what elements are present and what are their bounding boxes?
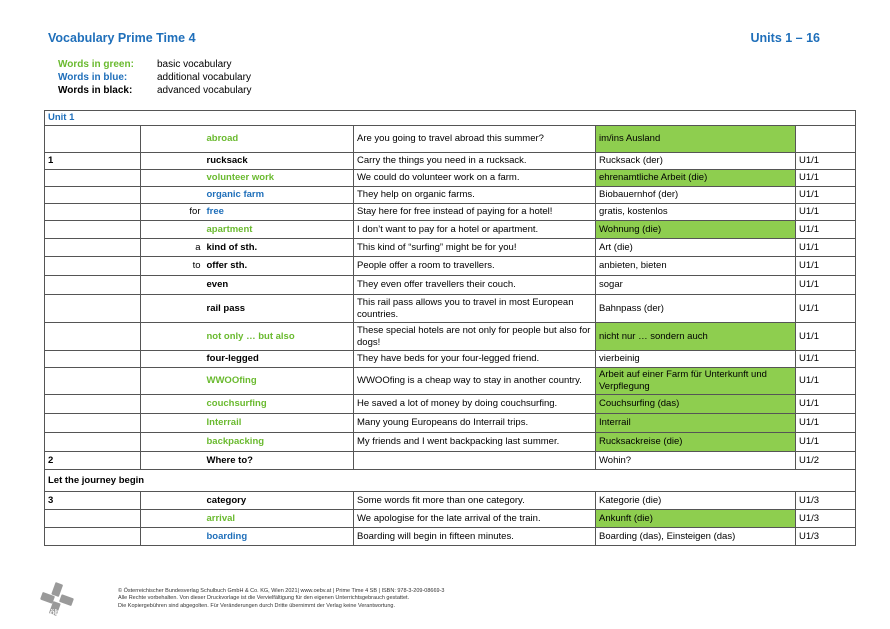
- vocab-row: [45, 395, 856, 414]
- entry-number: [45, 433, 141, 452]
- vocab-word: four-legged: [204, 351, 354, 368]
- unit-reference: U1/1: [796, 368, 856, 395]
- color-legend: [58, 58, 252, 97]
- vocab-word: rail pass: [204, 295, 354, 323]
- vocabulary-table: [44, 110, 856, 546]
- vocab-row: [45, 153, 856, 170]
- legend-row-green: [58, 58, 252, 71]
- entry-number: [45, 414, 141, 433]
- footer-line: Die Kopiergebühren sind abgegolten. Für Veränderungen durch Dritte übernimmt der Verlag keine Verantwortung.: [118, 602, 396, 609]
- preposition: [141, 368, 204, 395]
- unit-reference: U1/1: [796, 257, 856, 276]
- example-sentence: Carry the things you need in a rucksack.: [354, 153, 596, 170]
- vocab-word: kind of sth.: [204, 239, 354, 257]
- vocab-word: Where to?: [204, 452, 354, 470]
- german-translation: Interrail: [596, 414, 796, 433]
- preposition: [141, 528, 204, 546]
- entry-number: [45, 221, 141, 239]
- unit-reference: U1/1: [796, 204, 856, 221]
- example-sentence: They even offer travellers their couch.: [354, 276, 596, 295]
- legend-key: Words in blue:: [58, 72, 128, 83]
- preposition: [141, 187, 204, 204]
- oebv-logo: [40, 582, 74, 616]
- vocab-row: [45, 221, 856, 239]
- vocab-row: [45, 170, 856, 187]
- example-sentence: Many young Europeans do Interrail trips.: [354, 414, 596, 433]
- entry-number: [45, 323, 141, 351]
- preposition: [141, 510, 204, 528]
- vocab-word: volunteer work: [204, 170, 354, 187]
- legend-value: advanced vocabulary: [157, 85, 252, 96]
- entry-number: 2: [45, 452, 141, 470]
- unit-reference: U1/3: [796, 510, 856, 528]
- preposition: to: [141, 257, 204, 276]
- german-translation: vierbeinig: [596, 351, 796, 368]
- vocab-row: [45, 414, 856, 433]
- vocab-row: [45, 368, 856, 395]
- german-translation: ehrenamtliche Arbeit (die): [596, 170, 796, 187]
- vocab-row: [45, 187, 856, 204]
- vocab-word: backpacking: [204, 433, 354, 452]
- example-sentence: People offer a room to travellers.: [354, 257, 596, 276]
- preposition: [141, 170, 204, 187]
- vocab-word: not only … but also: [204, 323, 354, 351]
- entry-number: [45, 170, 141, 187]
- entry-number: 3: [45, 492, 141, 510]
- german-translation: Arbeit auf einer Farm für Unterkunft und Verpflegung: [596, 368, 796, 395]
- preposition: [141, 221, 204, 239]
- german-translation: gratis, kostenlos: [596, 204, 796, 221]
- german-translation: Ankunft (die): [596, 510, 796, 528]
- legend-row-black: [58, 84, 252, 97]
- copyright-footer: [118, 588, 444, 610]
- example-sentence: They have beds for your four-legged friend.: [354, 351, 596, 368]
- german-translation: Bahnpass (der): [596, 295, 796, 323]
- preposition: [141, 433, 204, 452]
- example-sentence: This rail pass allows you to travel in most European countries.: [354, 295, 596, 323]
- preposition: [141, 126, 204, 153]
- section-heading-row: [45, 470, 856, 492]
- entry-number: [45, 528, 141, 546]
- example-sentence: Some words fit more than one category.: [354, 492, 596, 510]
- entry-number: [45, 368, 141, 395]
- vocab-word: apartment: [204, 221, 354, 239]
- logo-text: öbv: [49, 608, 65, 616]
- vocab-row: [45, 276, 856, 295]
- entry-number: [45, 187, 141, 204]
- vocab-word: abroad: [204, 126, 354, 153]
- preposition: [141, 395, 204, 414]
- unit-reference: U1/1: [796, 395, 856, 414]
- example-sentence: My friends and I went backpacking last summer.: [354, 433, 596, 452]
- german-translation: Art (die): [596, 239, 796, 257]
- entry-number: [45, 276, 141, 295]
- vocab-row: [45, 295, 856, 323]
- vocab-word: boarding: [204, 528, 354, 546]
- preposition: for: [141, 204, 204, 221]
- vocab-row: [45, 528, 856, 546]
- german-translation: Couchsurfing (das): [596, 395, 796, 414]
- example-sentence: He saved a lot of money by doing couchsurfing.: [354, 395, 596, 414]
- unit-reference: U1/1: [796, 187, 856, 204]
- page-title: Vocabulary Prime Time 4: [48, 31, 196, 45]
- vocab-word: WWOOfing: [204, 368, 354, 395]
- units-range: Units 1 – 16: [750, 31, 820, 45]
- unit-heading: Unit 1: [45, 111, 856, 126]
- vocab-row: [45, 351, 856, 368]
- preposition: [141, 295, 204, 323]
- preposition: a: [141, 239, 204, 257]
- preposition: [141, 276, 204, 295]
- example-sentence: They help on organic farms.: [354, 187, 596, 204]
- unit-heading-row: [45, 111, 856, 126]
- vocab-row: [45, 239, 856, 257]
- example-sentence: We apologise for the late arrival of the train.: [354, 510, 596, 528]
- section-heading: Let the journey begin: [45, 470, 856, 492]
- entry-number: [45, 295, 141, 323]
- example-sentence: Boarding will begin in fifteen minutes.: [354, 528, 596, 546]
- legend-value: basic vocabulary: [157, 59, 232, 70]
- legend-key: Words in black:: [58, 85, 133, 96]
- unit-reference: U1/1: [796, 323, 856, 351]
- german-translation: Biobauernhof (der): [596, 187, 796, 204]
- entry-number: 1: [45, 153, 141, 170]
- example-sentence: WWOOfing is a cheap way to stay in another country.: [354, 368, 596, 395]
- preposition: [141, 323, 204, 351]
- vocab-row: [45, 323, 856, 351]
- vocab-row: [45, 492, 856, 510]
- preposition: [141, 452, 204, 470]
- unit-reference: U1/1: [796, 276, 856, 295]
- vocab-word: organic farm: [204, 187, 354, 204]
- unit-reference: U1/1: [796, 153, 856, 170]
- vocab-word: even: [204, 276, 354, 295]
- example-sentence: [354, 452, 596, 470]
- unit-reference: U1/1: [796, 170, 856, 187]
- entry-number: [45, 126, 141, 153]
- preposition: [141, 492, 204, 510]
- vocab-row: [45, 433, 856, 452]
- vocab-word: free: [204, 204, 354, 221]
- entry-number: [45, 257, 141, 276]
- unit-reference: U1/3: [796, 492, 856, 510]
- german-translation: anbieten, bieten: [596, 257, 796, 276]
- german-translation: nicht nur … sondern auch: [596, 323, 796, 351]
- example-sentence: These special hotels are not only for people but also for dogs!: [354, 323, 596, 351]
- example-sentence: I don’t want to pay for a hotel or apartment.: [354, 221, 596, 239]
- footer-line: © Österreichischer Bundesverlag Schulbuch GmbH & Co. KG, Wien 2021| www.oebv.at | Prime Time 4 SB | ISBN: 978-3-209-08669-3: [118, 588, 445, 594]
- vocab-row: [45, 204, 856, 221]
- vocab-row: [45, 257, 856, 276]
- entry-number: [45, 510, 141, 528]
- entry-number: [45, 239, 141, 257]
- unit-reference: U1/1: [796, 221, 856, 239]
- unit-reference: U1/3: [796, 528, 856, 546]
- example-sentence: We could do volunteer work on a farm.: [354, 170, 596, 187]
- preposition: [141, 414, 204, 433]
- german-translation: Wohnung (die): [596, 221, 796, 239]
- vocab-word: offer sth.: [204, 257, 354, 276]
- vocab-row: [45, 452, 856, 470]
- footer-line: Alle Rechte vorbehalten. Von dieser Druckvorlage ist die Vervielfältigung für den eigenen Unterrichtsgebrauch gestattet.: [118, 595, 410, 602]
- unit-reference: U1/1: [796, 433, 856, 452]
- german-translation: Kategorie (die): [596, 492, 796, 510]
- example-sentence: Stay here for free instead of paying for a hotel!: [354, 204, 596, 221]
- unit-reference: [796, 126, 856, 153]
- vocab-word: rucksack: [204, 153, 354, 170]
- entry-number: [45, 351, 141, 368]
- vocab-word: Interrail: [204, 414, 354, 433]
- example-sentence: Are you going to travel abroad this summer?: [354, 126, 596, 153]
- vocab-row: [45, 126, 856, 153]
- german-translation: sogar: [596, 276, 796, 295]
- preposition: [141, 351, 204, 368]
- unit-reference: U1/1: [796, 295, 856, 323]
- preposition: [141, 153, 204, 170]
- unit-reference: U1/1: [796, 414, 856, 433]
- legend-value: additional vocabulary: [157, 72, 251, 83]
- legend-row-blue: [58, 71, 252, 84]
- legend-key: Words in green:: [58, 59, 134, 70]
- vocab-row: [45, 510, 856, 528]
- german-translation: Boarding (das), Einsteigen (das): [596, 528, 796, 546]
- german-translation: Rucksackreise (die): [596, 433, 796, 452]
- vocab-word: arrival: [204, 510, 354, 528]
- german-translation: Wohin?: [596, 452, 796, 470]
- unit-reference: U1/1: [796, 239, 856, 257]
- entry-number: [45, 204, 141, 221]
- unit-reference: U1/2: [796, 452, 856, 470]
- unit-reference: U1/1: [796, 351, 856, 368]
- vocab-word: couchsurfing: [204, 395, 354, 414]
- entry-number: [45, 395, 141, 414]
- german-translation: Rucksack (der): [596, 153, 796, 170]
- example-sentence: This kind of “surfing” might be for you!: [354, 239, 596, 257]
- vocab-word: category: [204, 492, 354, 510]
- german-translation: im/ins Ausland: [596, 126, 796, 153]
